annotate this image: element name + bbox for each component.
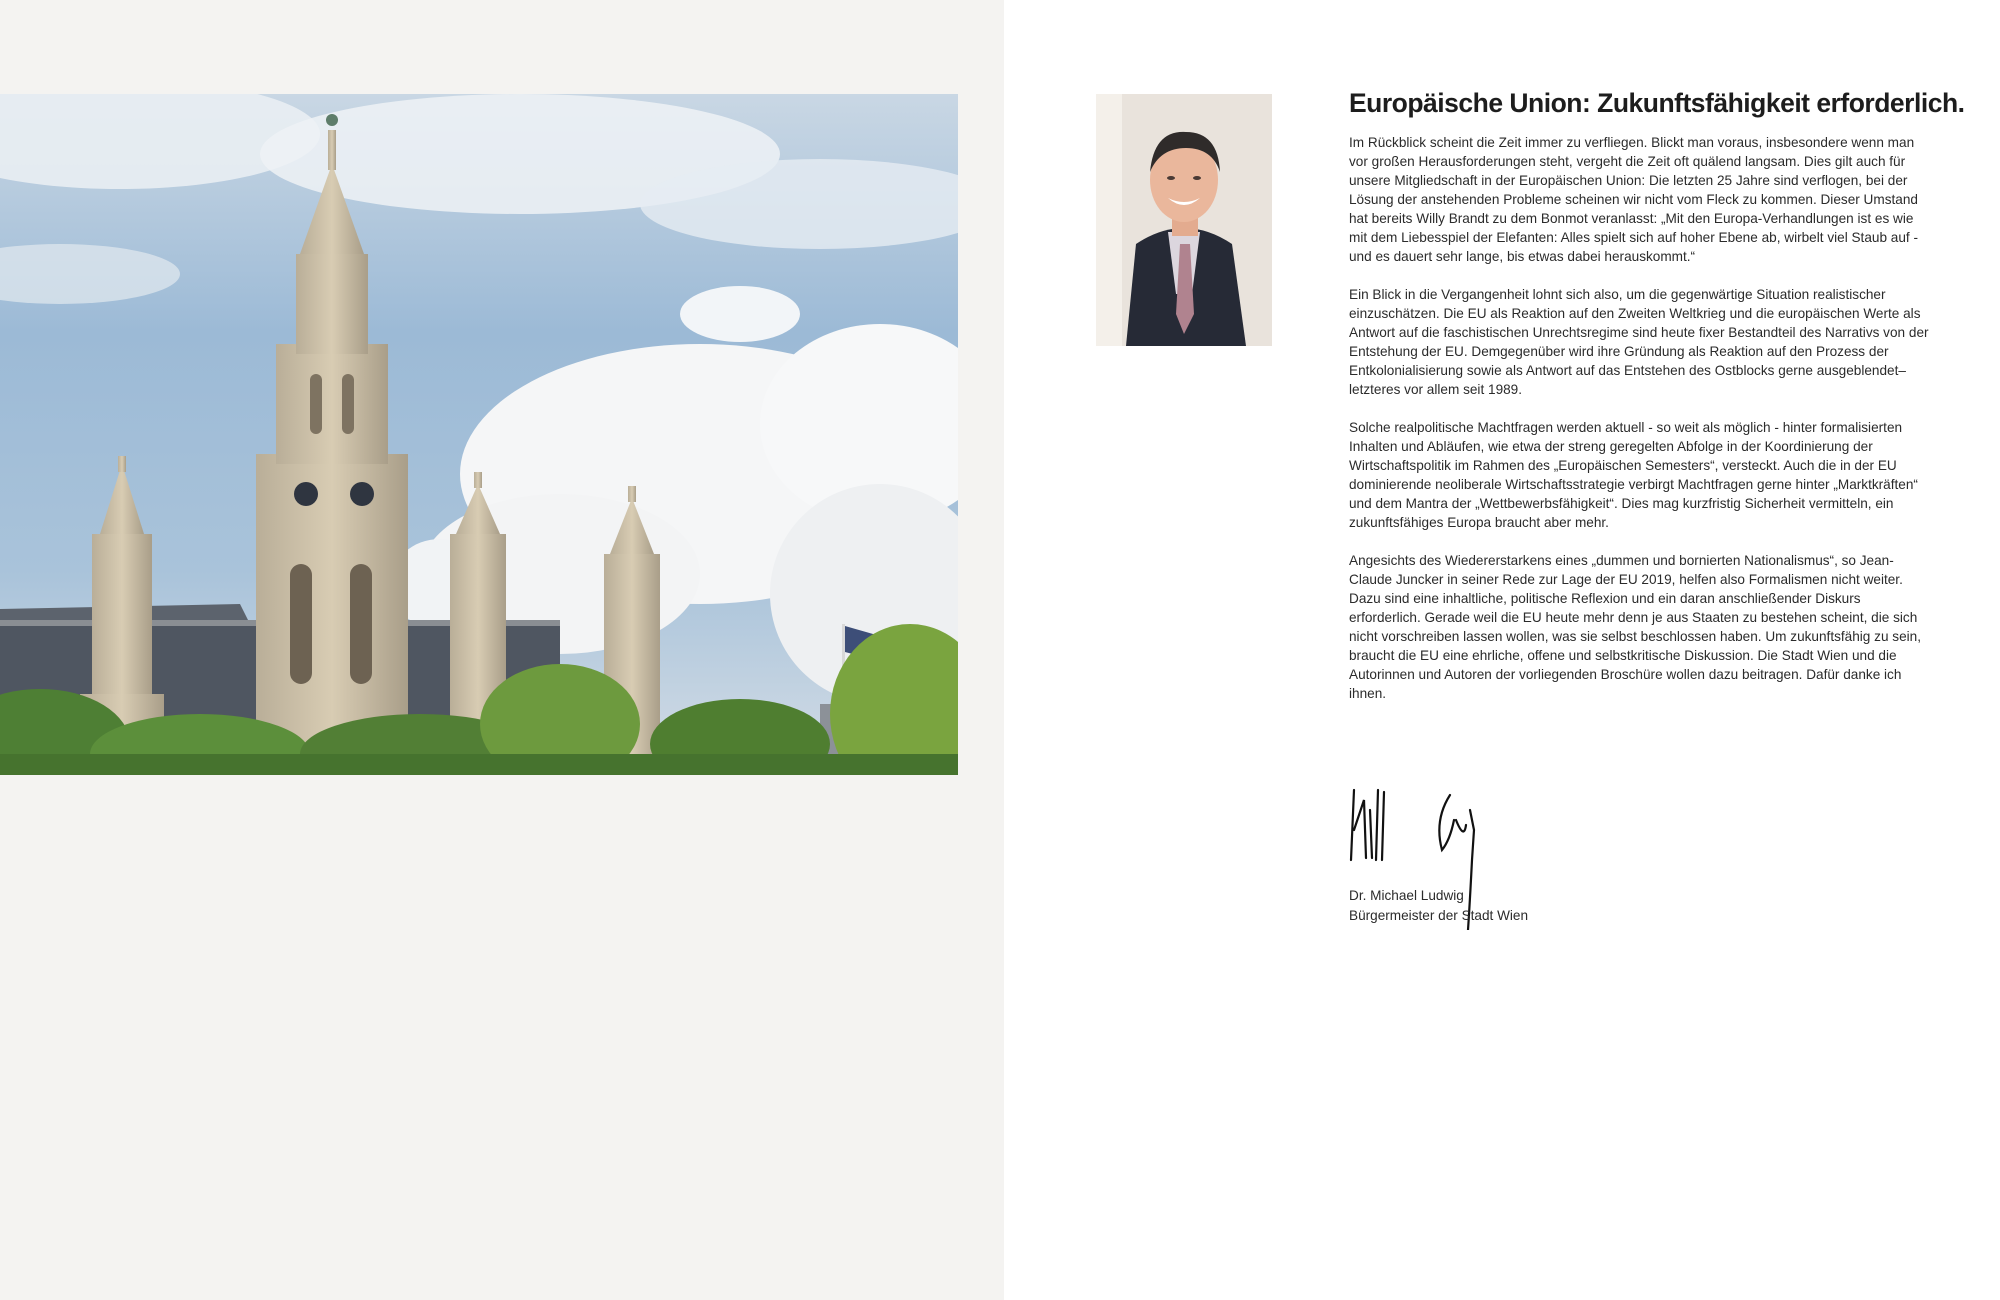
signer-name: Dr. Michael Ludwig <box>1349 888 1464 903</box>
paragraph: Solche realpolitische Machtfragen werden aktuell - so weit als möglich - hinter formalisierten Inhalten und Abläufen, wie etwa der streng geregelten Abfolge in der Koordinierung der Wirtschaftspolitik im Rahmen des „Europäischen Semesters“, versteckt. Auch die in der EU dominierende neoliberale Wirtschaftsstrategie verbirgt Machtfragen gerne hinter „Marktkräften“ und dem Mantra der „Wettbewerbsfähigkeit“. Dies mag kurzfristig Sicherheit vermitteln, ein zukunftsfähiges Europa braucht aber mehr. <box>1349 420 1918 530</box>
signer-role: Bürgermeister der Stadt Wien <box>1349 908 1529 923</box>
article-title: Europäische Union: Zukunftsfähigkeit erforderlich. <box>1349 88 1965 118</box>
signer-block <box>1349 886 1528 926</box>
paragraph: Ein Blick in die Vergangenheit lohnt sich also, um die gegenwärtige Situation realistischer einzuschätzen. Die EU als Reaktion auf den Zweiten Weltkrieg und die europäischen Werte als Antwort auf die faschistischen Unrechtsregime sind heute fixer Bestandteil des Narrativs von der Entstehung der EU. Demgegenüber wird ihre Gründung als Reaktion auf den Prozess der Entkolonialisierung sowie als Antwort auf das Entstehen des Ostblocks gerne ausgeblendet– letzteres vor allem seit 1989. <box>1349 287 1929 397</box>
paragraph: Angesichts des Wiedererstarkens eines „dummen und bornierten Nationalismus“, so Jean-Claude Juncker in seiner Rede zur Lage der EU 2019, helfen also Formalismen nicht weiter. Dazu sind eine inhaltliche, politische Reflexion und ein daran anschließender Diskurs erforderlich. Gerade weil die EU heute mehr denn je aus Staaten zu bestehen scheint, die sich nicht vorschreiben lassen wollen, was sie selbst beschlossen haben. Um zukunftsfähig zu sein, braucht die EU eine ehrliche, offene und selbstkritische Diskussion. Die Stadt Wien und die Autorinnen und Autoren der vorliegenden Broschüre wollen dazu beitragen. Dafür danke ich ihnen. <box>1349 553 1921 701</box>
city-hall-photo <box>0 94 958 775</box>
article <box>1349 86 1965 722</box>
mayor-portrait <box>1096 94 1272 346</box>
paragraph: Im Rückblick scheint die Zeit immer zu verfliegen. Blickt man voraus, insbesondere wenn man vor großen Herausforderungen steht, vergeht die Zeit oft quälend langsam. Dies gilt auch für unsere Mitgliedschaft in der Europäischen Union: Die letzten 25 Jahre sind verflogen, bei der Lösung der anstehenden Probleme scheinen wir nicht vom Fleck zu kommen. Dieser Umstand hat bereits Willy Brandt zu dem Bonmot veranlasst: „Mit den Europa-Verhandlungen ist es wie mit dem Liebesspiel der Elefanten: Alles spielt sich auf hoher Ebene ab, wirbelt viel Staub auf - und es dauert sehr lange, bis etwas dabei herauskommt.“ <box>1349 135 1918 264</box>
